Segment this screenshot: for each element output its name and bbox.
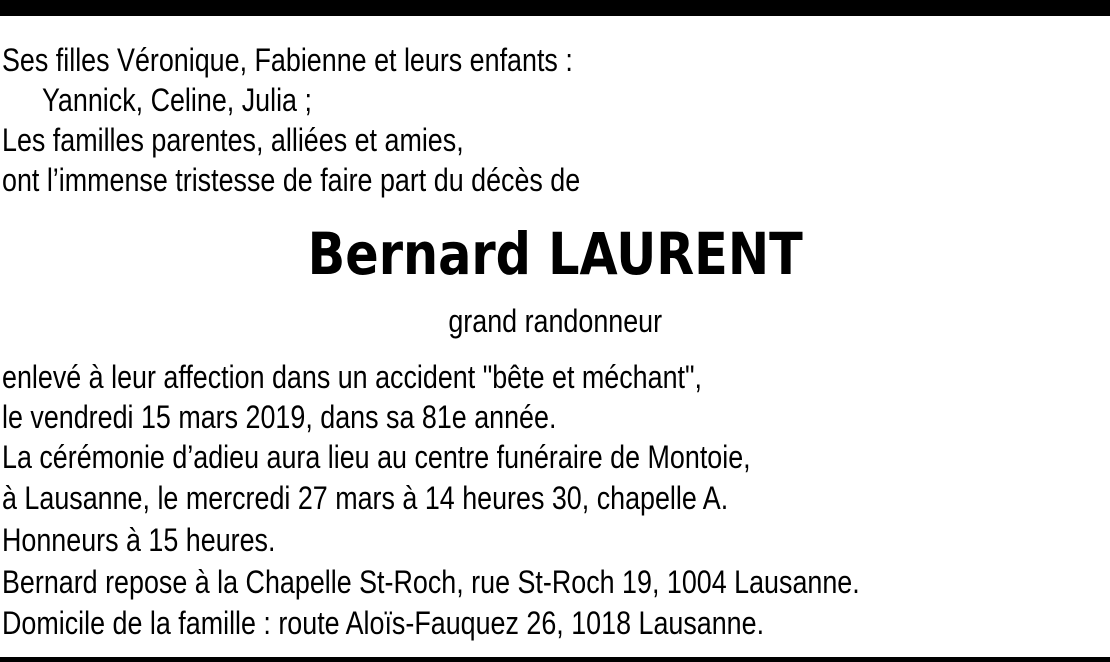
detail-line-ceremony-time: à Lausanne, le mercredi 27 mars à 14 heures 30, chapelle A. xyxy=(2,480,729,516)
intro-line-announcement: ont l’immense tristesse de faire part du décès de xyxy=(2,162,581,198)
detail-line-circumstances: enlevé à leur affection dans un accident "bête et méchant", xyxy=(2,359,703,395)
deceased-description: grand randonneur xyxy=(448,303,662,339)
intro-line-families: Les familles parentes, alliées et amies, xyxy=(2,122,464,158)
deceased-description-block xyxy=(0,301,1110,341)
intro-line-daughters: Ses filles Véronique, Fabienne et leurs enfants : xyxy=(2,42,573,78)
deceased-name-block xyxy=(0,218,1110,290)
deceased-name: Bernard LAURENT xyxy=(307,220,803,288)
detail-line-date-of-death: le vendredi 15 mars 2019, dans sa 81e année. xyxy=(2,399,557,435)
detail-line-honours: Honneurs à 15 heures. xyxy=(2,522,276,558)
intro-line-grandchildren: Yannick, Celine, Julia ; xyxy=(42,82,312,118)
detail-line-resting-place: Bernard repose à la Chapelle St-Roch, rue St-Roch 19, 1004 Lausanne. xyxy=(2,564,860,600)
top-border-rule xyxy=(0,0,1110,16)
bottom-border-rule xyxy=(0,657,1110,662)
detail-line-family-address: Domicile de la famille : route Aloïs-Fauquez 26, 1018 Lausanne. xyxy=(2,605,765,641)
detail-line-ceremony: La cérémonie d’adieu aura lieu au centre funéraire de Montoie, xyxy=(2,439,751,475)
